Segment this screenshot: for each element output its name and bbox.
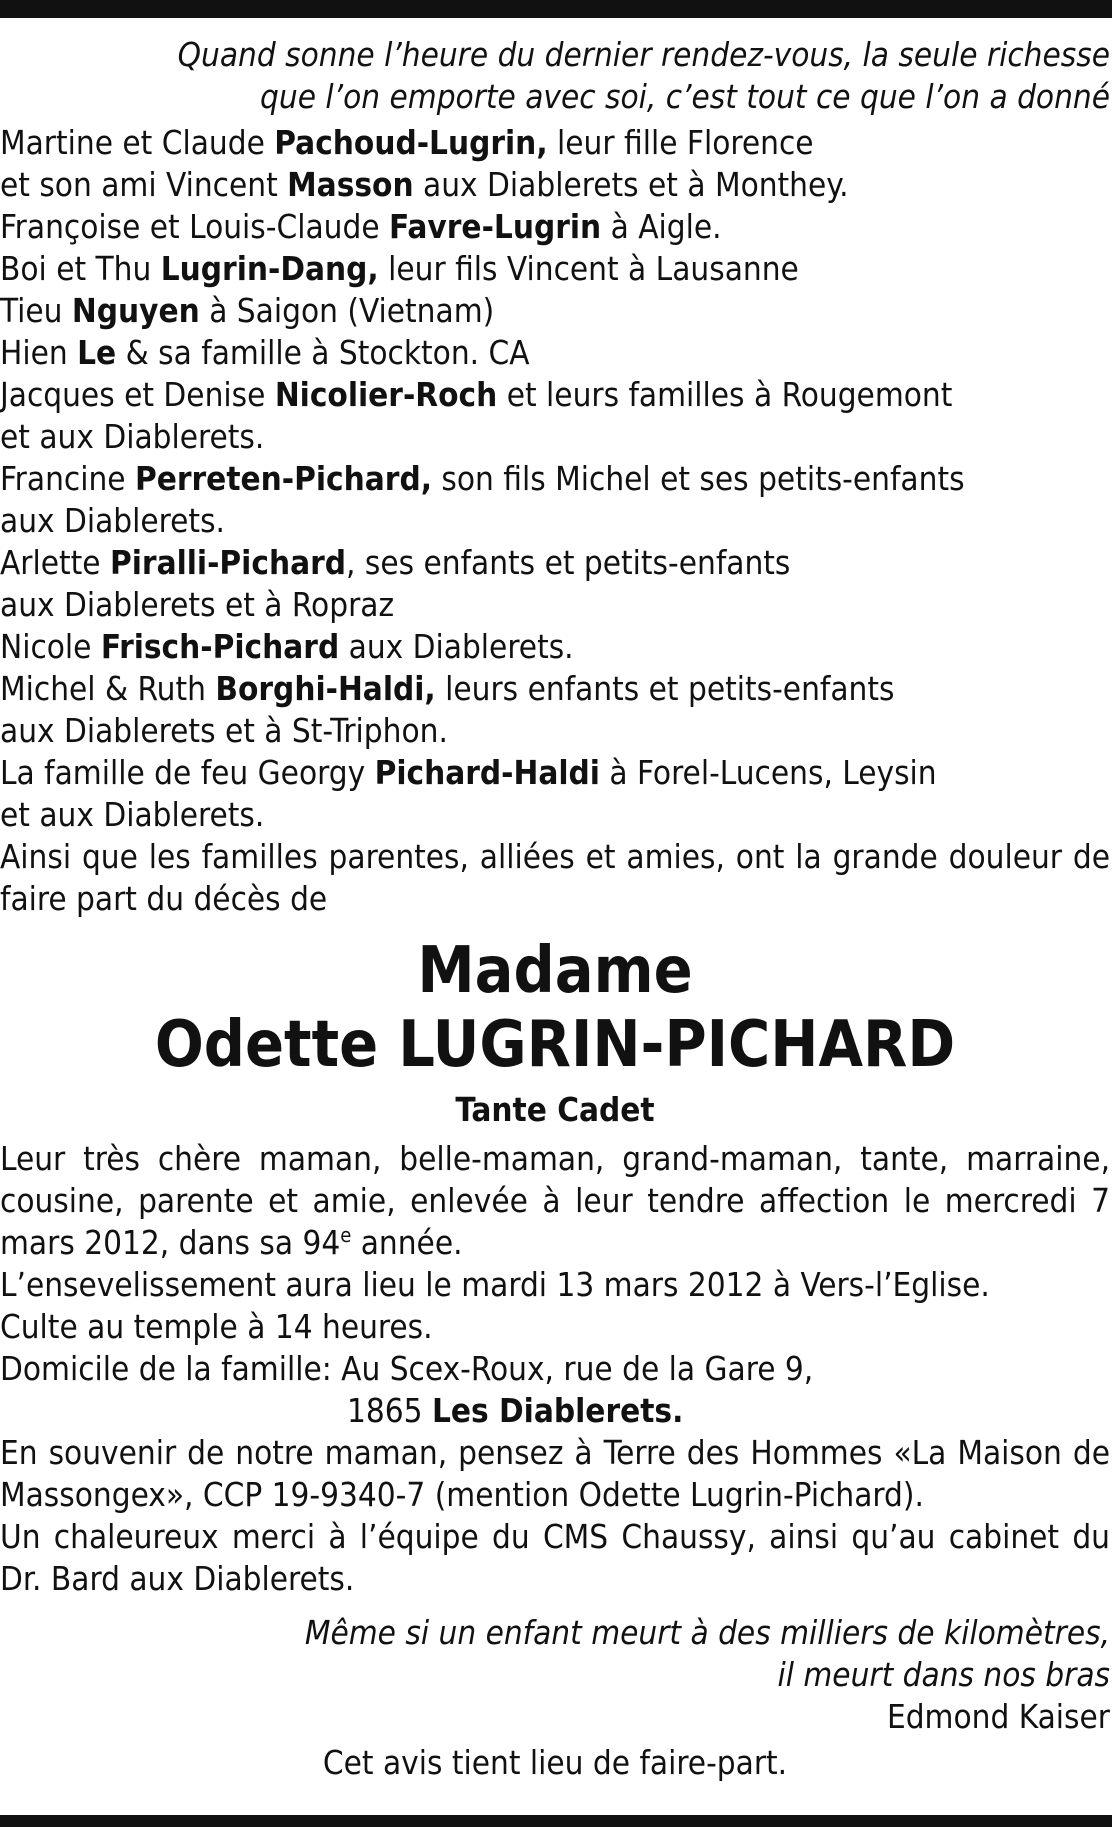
notice-content — [0, 34, 1110, 1784]
donation-info: En souvenir de notre maman, pensez à Terre des Hommes «La Maison de Massongex», CCP 19-9340-7 (mention Odette Lugrin-Pichard). — [0, 1433, 1110, 1514]
service-info: Culte au temple à 14 heures. — [0, 1307, 433, 1346]
epigraph — [0, 34, 1110, 118]
deceased-title: Madame — [417, 934, 693, 1008]
announcement-text: Ainsi que les familles parentes, alliées et amies, ont la grande douleur de faire part du décès de — [0, 837, 1110, 918]
family-line: Martine et Claude Pachoud-Lugrin, leur fille Florence — [0, 123, 814, 162]
top-rule — [0, 0, 1112, 18]
family-line: et aux Diablerets. — [0, 795, 265, 834]
family-line: aux Diablerets et à Ropraz — [0, 585, 395, 624]
deceased-nickname: Tante Cadet — [455, 1090, 655, 1129]
thanks-text: Un chaleureux merci à l’équipe du CMS Chaussy, ainsi qu’au cabinet du Dr. Bard aux Diablerets. — [0, 1517, 1110, 1598]
family-line: aux Diablerets et à St-Triphon. — [0, 711, 448, 750]
deceased-name: Odette LUGRIN-PICHARD — [154, 1008, 956, 1082]
family-line: Michel & Ruth Borghi-Haldi, leurs enfants et petits-enfants — [0, 669, 895, 708]
family-line: Françoise et Louis-Claude Favre-Lugrin à Aigle. — [0, 207, 722, 246]
family-address: Domicile de la famille: Au Scex-Roux, rue de la Gare 9, — [0, 1349, 814, 1388]
burial-info: L’ensevelissement aura lieu le mardi 13 mars 2012 à Vers-l’Eglise. — [0, 1265, 990, 1304]
closing-quote — [0, 1612, 1110, 1738]
quote-line: il meurt dans nos bras — [777, 1655, 1110, 1694]
family-line: Jacques et Denise Nicolier-Roch et leurs familles à Rougemont — [0, 375, 953, 414]
family-line: aux Diablerets. — [0, 501, 225, 540]
family-line: Tieu Nguyen à Saigon (Vietnam) — [0, 291, 495, 330]
family-line: et son ami Vincent Masson aux Diablerets et à Monthey. — [0, 165, 849, 204]
tribute-paragraph: Leur très chère maman, belle-maman, grand-maman, tante, marraine, cousine, parente et amie, enlevée à leur tendre affection le mercredi 7 mars 2012, dans sa 94e année. — [0, 1139, 1110, 1262]
family-line: Boi et Thu Lugrin-Dang, leur fils Vincent à Lausanne — [0, 249, 799, 288]
bottom-rule — [0, 1815, 1112, 1827]
epigraph-line: Quand sonne l’heure du dernier rendez-vous, la seule richesse — [177, 35, 1110, 74]
quote-line: Même si un enfant meurt à des milliers de kilomètres, — [304, 1613, 1110, 1652]
family-line: La famille de feu Georgy Pichard-Haldi à Forel-Lucens, Leysin — [0, 753, 937, 792]
family-line: Nicole Frisch-Pichard aux Diablerets. — [0, 627, 574, 666]
footer-note: Cet avis tient lieu de faire-part. — [322, 1743, 788, 1782]
family-line: et aux Diablerets. — [0, 417, 265, 456]
family-line: Francine Perreten-Pichard, son fils Michel et ses petits-enfants — [0, 459, 965, 498]
family-line: Arlette Piralli-Pichard, ses enfants et petits-enfants — [0, 543, 791, 582]
epigraph-line: que l’on emporte avec soi, c’est tout ce que l’on a donné — [260, 77, 1110, 116]
family-line: Hien Le & sa famille à Stockton. CA — [0, 333, 530, 372]
quote-author: Edmond Kaiser — [886, 1697, 1110, 1736]
family-address-city: 1865 Les Diablerets. — [347, 1391, 684, 1430]
family-list — [0, 122, 1110, 836]
